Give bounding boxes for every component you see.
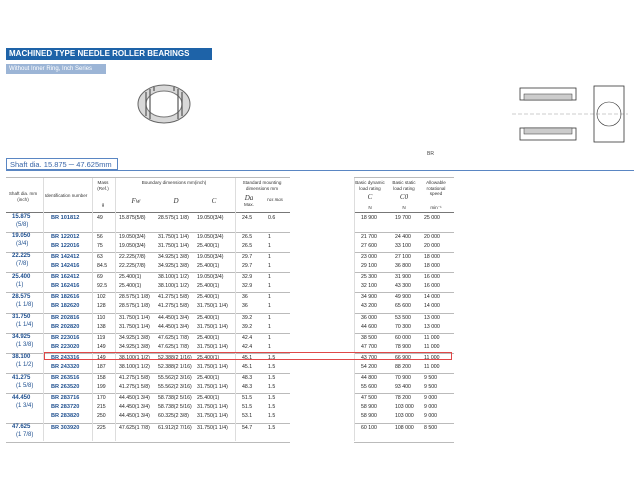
col-header-c: C [211, 197, 217, 205]
row-divider [6, 393, 290, 394]
cell-d: 55.562(2 3/16) [158, 384, 192, 391]
cell-speed: 9 500 [424, 375, 437, 382]
shaft-diameter-mm: 38.100 [12, 354, 31, 361]
cell-mass: 128 [97, 303, 106, 310]
col-header-dyn: Basic dynamic load rating [355, 180, 385, 191]
cell-d: 52.388(2 1/16) [158, 354, 192, 361]
cell-fw: 41.275(1 5/8) [119, 375, 150, 382]
cell-ras: 1.5 [268, 363, 276, 370]
cell-ras: 1.5 [268, 395, 276, 402]
cell-d: 44.450(1 3/4) [158, 314, 189, 321]
cell-speed: 20 000 [424, 242, 440, 249]
cell-cr: 34 900 [361, 294, 377, 301]
cell-ras: 1 [268, 343, 271, 350]
shaft-diameter-inch: (1 1/8) [16, 301, 34, 308]
cell-ras: 1.5 [268, 375, 276, 382]
col-header-speed: Allowable rotational speed [426, 180, 446, 196]
cell-id: BR 283716 [51, 395, 80, 402]
cell-cr: 36 000 [361, 314, 377, 321]
row-divider [354, 423, 454, 424]
cell-mass: 69 [97, 274, 103, 281]
cell-fw: 28.575(1 1/8) [119, 303, 150, 310]
cell-c: 25.400(1) [197, 354, 220, 361]
cell-cr: 43 200 [361, 303, 377, 310]
row-divider [6, 313, 290, 314]
cell-da: 32.9 [242, 274, 253, 281]
column-divider [43, 178, 44, 441]
cell-mass: 84.5 [97, 262, 108, 269]
cell-ras: 1.5 [268, 354, 276, 361]
cell-cr: 23 000 [361, 253, 377, 260]
cell-speed: 13 000 [424, 314, 440, 321]
col-header-speed-unit: min⁻¹ [430, 205, 442, 210]
cell-d: 31.750(1 1/4) [158, 233, 189, 240]
cell-ras: 1.5 [268, 404, 276, 411]
cell-cr: 29 100 [361, 262, 377, 269]
column-divider [115, 178, 116, 441]
cell-mass: 170 [97, 395, 106, 402]
cell-c: 31.750(1 1/4) [197, 404, 228, 411]
cell-speed: 20 000 [424, 233, 440, 240]
cell-fw: 31.750(1 1/4) [119, 323, 150, 330]
cell-mass: 138 [97, 323, 106, 330]
cell-speed: 11 000 [424, 343, 440, 350]
cell-d: 44.450(1 3/4) [158, 323, 189, 330]
cell-d: 41.275(1 5/8) [158, 303, 189, 310]
cell-id: BR 182616 [51, 294, 80, 301]
cell-speed: 11 000 [424, 354, 440, 361]
cell-fw: 19.050(3/4) [119, 233, 146, 240]
cell-id: BR 223020 [51, 343, 80, 350]
cell-mass: 92.5 [97, 283, 108, 290]
cell-mass: 215 [97, 404, 106, 411]
cell-id: BR 142412 [51, 253, 80, 260]
cell-fw: 38.100(1 1/2) [119, 354, 150, 361]
cell-cr: 58 900 [361, 413, 377, 420]
header-bottom-rule-right [354, 212, 454, 213]
cell-speed: 8 500 [424, 424, 437, 431]
cell-cor: 24 400 [395, 233, 411, 240]
cell-ras: 1 [268, 323, 271, 330]
col-header-ras: ras max [267, 198, 283, 203]
cell-d: 41.275(1 5/8) [158, 294, 189, 301]
cell-cor: 33 100 [395, 242, 411, 249]
cell-mass: 119 [97, 334, 106, 341]
row-divider [354, 232, 454, 233]
shaft-diameter-inch: (1 1/2) [16, 362, 34, 369]
cell-speed: 9 000 [424, 404, 437, 411]
cell-cr: 54 200 [361, 363, 377, 370]
cell-da: 39.2 [242, 314, 253, 321]
cell-mass: 158 [97, 375, 106, 382]
shaft-diameter-mm: 19.050 [12, 233, 31, 240]
cell-da: 32.9 [242, 283, 253, 290]
cell-id: BR 182620 [51, 303, 80, 310]
page-subtitle: Without Inner Ring, Inch Series [6, 64, 106, 74]
row-divider [354, 373, 454, 374]
cell-fw: 25.400(1) [119, 283, 142, 290]
shaft-range-label: Shaft dia. 15.875 ─ 47.625mm [6, 158, 118, 170]
cell-d: 47.625(1 7/8) [158, 334, 189, 341]
cell-cr: 58 900 [361, 404, 377, 411]
cell-speed: 18 000 [424, 253, 440, 260]
cell-mass: 102 [97, 294, 106, 301]
cell-da: 53.1 [242, 413, 253, 420]
cell-c: 25.400(1) [197, 242, 220, 249]
shaft-diameter-mm: 34.925 [12, 334, 31, 341]
cell-cr: 47 700 [361, 343, 377, 350]
cell-cor: 60 000 [395, 334, 411, 341]
cell-cr: 60 100 [361, 424, 377, 431]
cell-fw: 44.450(1 3/4) [119, 404, 150, 411]
cell-d: 58.738(2 5/16) [158, 404, 192, 411]
cell-ras: 1 [268, 233, 271, 240]
col-header-shaft: Shaft dia. mm (inch) [8, 191, 38, 202]
cell-da: 51.5 [242, 395, 253, 402]
col-header-mass: Mass (Ref.) [97, 180, 109, 191]
cell-id: BR 162416 [51, 283, 80, 290]
shaft-diameter-mm: 44.450 [12, 394, 31, 401]
cell-da: 26.5 [242, 233, 253, 240]
cell-c: 19.050(3/4) [197, 253, 224, 260]
cell-ras: 0.6 [268, 214, 276, 221]
col-header-stat-unit: N [402, 205, 406, 210]
cell-fw: 15.875(5/8) [119, 214, 146, 221]
cell-mass: 187 [97, 363, 106, 370]
cell-id: BR 142416 [51, 262, 80, 269]
cell-cor: 31 900 [395, 274, 411, 281]
shaft-diameter-inch: (5/8) [16, 222, 29, 228]
cell-id: BR 122012 [51, 233, 80, 240]
cell-c: 31.750(1 1/4) [197, 303, 228, 310]
col-header-fw: Fw [131, 197, 141, 205]
cell-cr: 25 300 [361, 274, 377, 281]
col-header-da: Da Max. [244, 194, 254, 207]
cell-da: 36 [242, 294, 248, 301]
cell-da: 29.7 [242, 253, 253, 260]
cell-cr: 21 700 [361, 233, 377, 240]
cell-id: BR 162412 [51, 274, 80, 281]
cell-d: 47.625(1 7/8) [158, 343, 189, 350]
row-divider [6, 423, 290, 424]
cell-cor: 49 900 [395, 294, 411, 301]
col-header-d: D [173, 197, 179, 205]
cell-cor: 78 200 [395, 395, 411, 402]
cell-cor: 103 000 [395, 404, 414, 411]
cell-speed: 18 000 [424, 262, 440, 269]
col-header-stat-sym: C0 [399, 193, 409, 201]
cell-speed: 16 000 [424, 283, 440, 290]
cell-cor: 65 600 [395, 303, 411, 310]
cell-id: BR 202816 [51, 314, 80, 321]
cell-cor: 88 200 [395, 363, 411, 370]
cell-c: 31.750(1 1/4) [197, 323, 228, 330]
cell-c: 25.400(1) [197, 375, 220, 382]
cell-da: 51.5 [242, 404, 253, 411]
cell-speed: 16 000 [424, 274, 440, 281]
cell-id: BR 243320 [51, 363, 80, 370]
cell-mass: 49 [97, 214, 103, 221]
cell-fw: 44.450(1 3/4) [119, 395, 150, 402]
cell-ras: 1 [268, 314, 271, 321]
col-header-dyn-sym: C [367, 193, 373, 201]
cell-id: BR 202820 [51, 323, 80, 330]
cell-ras: 1 [268, 334, 271, 341]
cell-id: BR 263516 [51, 375, 80, 382]
cell-d: 55.562(2 3/16) [158, 375, 192, 382]
cell-c: 31.750(1 1/4) [197, 343, 228, 350]
row-divider [6, 373, 290, 374]
cell-fw: 38.100(1 1/2) [119, 363, 150, 370]
cell-ras: 1 [268, 303, 271, 310]
shaft-diameter-inch: (1 7/8) [16, 432, 34, 438]
cell-c: 31.750(1 1/4) [197, 424, 228, 431]
cell-cr: 27 600 [361, 242, 377, 249]
cell-c: 25.400(1) [197, 334, 220, 341]
col-header-mounting: Standard mounting dimensions mm [242, 180, 282, 191]
cell-speed: 25 000 [424, 214, 440, 221]
cell-mass: 149 [97, 354, 106, 361]
cell-c: 25.400(1) [197, 395, 220, 402]
cell-da: 42.4 [242, 334, 253, 341]
shaft-diameter-inch: (7/8) [16, 261, 29, 268]
cell-da: 39.2 [242, 323, 253, 330]
cell-id: BR 223016 [51, 334, 80, 341]
shaft-diameter-inch: (3/4) [16, 241, 29, 248]
column-divider [235, 178, 236, 441]
cell-da: 29.7 [242, 262, 253, 269]
cell-da: 42.4 [242, 343, 253, 350]
cell-fw: 47.625(1 7/8) [119, 424, 150, 431]
cell-da: 54.7 [242, 424, 253, 431]
cell-mass: 110 [97, 314, 106, 321]
cell-cor: 43 300 [395, 283, 411, 290]
header-top-rule [6, 177, 290, 178]
cell-speed: 14 000 [424, 303, 440, 310]
cell-da: 48.3 [242, 384, 253, 391]
cell-mass: 56 [97, 233, 103, 240]
cell-ras: 1.5 [268, 384, 276, 391]
shaft-diameter-inch: (1 1/4) [16, 322, 34, 328]
cell-c: 31.750(1 1/4) [197, 363, 228, 370]
shaft-diameter-mm: 28.575 [12, 293, 31, 300]
cell-d: 31.750(1 1/4) [158, 242, 189, 249]
cell-id: BR 122016 [51, 242, 80, 249]
cell-cor: 27 100 [395, 253, 411, 260]
cell-cor: 66 900 [395, 354, 411, 361]
cell-cr: 18 900 [361, 214, 377, 221]
cell-cr: 38 500 [361, 334, 377, 341]
cell-speed: 13 000 [424, 323, 440, 330]
cell-id: BR 243316 [51, 354, 80, 361]
cell-da: 45.1 [242, 363, 253, 370]
cell-d: 58.738(2 5/16) [158, 395, 192, 402]
cell-mass: 63 [97, 253, 103, 260]
cell-d: 38.100(1 1/2) [158, 274, 189, 281]
cell-ras: 1 [268, 294, 271, 301]
cell-ras: 1.5 [268, 413, 276, 420]
cell-d: 60.325(2 3/8) [158, 413, 189, 420]
shaft-diameter-mm: 41.275 [12, 374, 31, 381]
cell-d: 52.388(2 1/16) [158, 363, 192, 370]
section-divider [6, 170, 634, 171]
row-divider [6, 272, 290, 273]
shaft-diameter-mm: 15.875 [12, 214, 31, 220]
cell-speed: 9 500 [424, 384, 437, 391]
cell-speed: 9 000 [424, 395, 437, 402]
row-divider [6, 292, 290, 293]
highlight-box [44, 352, 452, 360]
cell-d: 34.925(1 3/8) [158, 253, 189, 260]
cell-d: 38.100(1 1/2) [158, 283, 189, 290]
shaft-diameter-mm: 25.400 [12, 273, 31, 280]
cell-da: 24.5 [242, 214, 253, 221]
cell-d: 34.925(1 3/8) [158, 262, 189, 269]
cell-mass: 199 [97, 384, 106, 391]
cell-c: 25.400(1) [197, 262, 220, 269]
shaft-diameter-mm: 22.225 [12, 253, 31, 260]
shaft-diameter-inch: (1 3/4) [16, 402, 34, 409]
col-header-stat: Basic static load rating [392, 180, 416, 191]
shaft-diameter-inch: (1 3/8) [16, 342, 34, 349]
row-divider [354, 442, 454, 443]
cell-cr: 55 600 [361, 384, 377, 391]
cell-mass: 149 [97, 343, 106, 350]
cell-cor: 93 400 [395, 384, 411, 391]
cell-speed: 11 000 [424, 363, 440, 370]
col-header-dyn-unit: N [368, 205, 372, 210]
cell-fw: 19.050(3/4) [119, 242, 146, 249]
cell-speed: 14 000 [424, 294, 440, 301]
cell-cr: 44 800 [361, 375, 377, 382]
cell-fw: 22.225(7/8) [119, 253, 146, 260]
cell-c: 25.400(1) [197, 283, 220, 290]
row-divider [354, 333, 454, 334]
cell-speed: 11 000 [424, 334, 440, 341]
cell-c: 19.050(3/4) [197, 274, 224, 281]
cell-d: 61.912(2 7/16) [158, 424, 192, 431]
cell-ras: 1.5 [268, 424, 276, 431]
col-header-ident: Identification number [44, 193, 88, 198]
figure-label: BR [427, 151, 434, 157]
cell-da: 48.3 [242, 375, 253, 382]
header-bottom-rule [6, 212, 290, 213]
row-divider [6, 442, 290, 443]
cell-da: 45.1 [242, 354, 253, 361]
cell-ras: 1 [268, 283, 271, 290]
cell-cr: 47 500 [361, 395, 377, 402]
cell-ras: 1 [268, 242, 271, 249]
cell-fw: 31.750(1 1/4) [119, 314, 150, 321]
page-title: MACHINED TYPE NEEDLE ROLLER BEARINGS [6, 48, 212, 60]
shaft-diameter-inch: (1 5/8) [16, 382, 34, 389]
cell-fw: 25.400(1) [119, 274, 142, 281]
cell-cor: 78 900 [395, 343, 411, 350]
row-divider [354, 393, 454, 394]
cell-fw: 22.225(7/8) [119, 262, 146, 269]
cell-id: BR 263520 [51, 384, 80, 391]
row-divider [354, 252, 454, 253]
col-header-mass-unit: g [101, 202, 105, 207]
column-divider [92, 178, 93, 441]
cell-ras: 1 [268, 274, 271, 281]
cell-c: 31.750(1 1/4) [197, 413, 228, 420]
cell-id: BR 303920 [51, 424, 80, 431]
column-divider [354, 178, 355, 441]
cell-cor: 70 300 [395, 323, 411, 330]
cell-id: BR 101812 [51, 214, 80, 221]
row-divider [6, 232, 290, 233]
cell-id: BR 283720 [51, 404, 80, 411]
cell-mass: 75 [97, 242, 103, 249]
cell-cor: 70 900 [395, 375, 411, 382]
cell-c: 19.050(3/4) [197, 214, 224, 221]
cell-fw: 28.575(1 1/8) [119, 294, 150, 301]
cell-da: 36 [242, 303, 248, 310]
shaft-diameter-mm: 47.625 [12, 424, 31, 430]
shaft-diameter-mm: 31.750 [12, 314, 31, 320]
cell-cr: 44 600 [361, 323, 377, 330]
cell-id: BR 283820 [51, 413, 80, 420]
cell-cor: 19 700 [395, 214, 411, 221]
cell-cr: 43 700 [361, 354, 377, 361]
row-divider [354, 292, 454, 293]
cell-c: 25.400(1) [197, 294, 220, 301]
cell-ras: 1 [268, 253, 271, 260]
row-divider [354, 313, 454, 314]
bearing-photo [134, 82, 194, 126]
row-divider [354, 272, 454, 273]
cell-speed: 9 000 [424, 413, 437, 420]
header-top-rule-right [354, 177, 454, 178]
cell-fw: 44.450(1 3/4) [119, 413, 150, 420]
cell-cor: 53 500 [395, 314, 411, 321]
cell-mass: 225 [97, 424, 106, 431]
cell-mass: 250 [97, 413, 106, 420]
cell-c: 19.050(3/4) [197, 233, 224, 240]
shaft-diameter-inch: (1) [16, 281, 24, 288]
cell-fw: 41.275(1 5/8) [119, 384, 150, 391]
cell-cor: 103 000 [395, 413, 414, 420]
cell-fw: 34.925(1 3/8) [119, 343, 150, 350]
cell-ras: 1 [268, 262, 271, 269]
cell-cor: 108 000 [395, 424, 414, 431]
cell-cor: 36 800 [395, 262, 411, 269]
cell-c: 31.750(1 1/4) [197, 384, 228, 391]
cell-da: 26.5 [242, 242, 253, 249]
cell-cr: 32 100 [361, 283, 377, 290]
col-header-boundary: Boundary dimensions mm(inch) [141, 180, 207, 185]
row-divider [6, 333, 290, 334]
cell-c: 25.400(1) [197, 314, 220, 321]
row-divider [6, 252, 290, 253]
bearing-cross-section-diagram [510, 84, 630, 144]
cell-d: 28.575(1 1/8) [158, 214, 189, 221]
cell-fw: 34.925(1 3/8) [119, 334, 150, 341]
